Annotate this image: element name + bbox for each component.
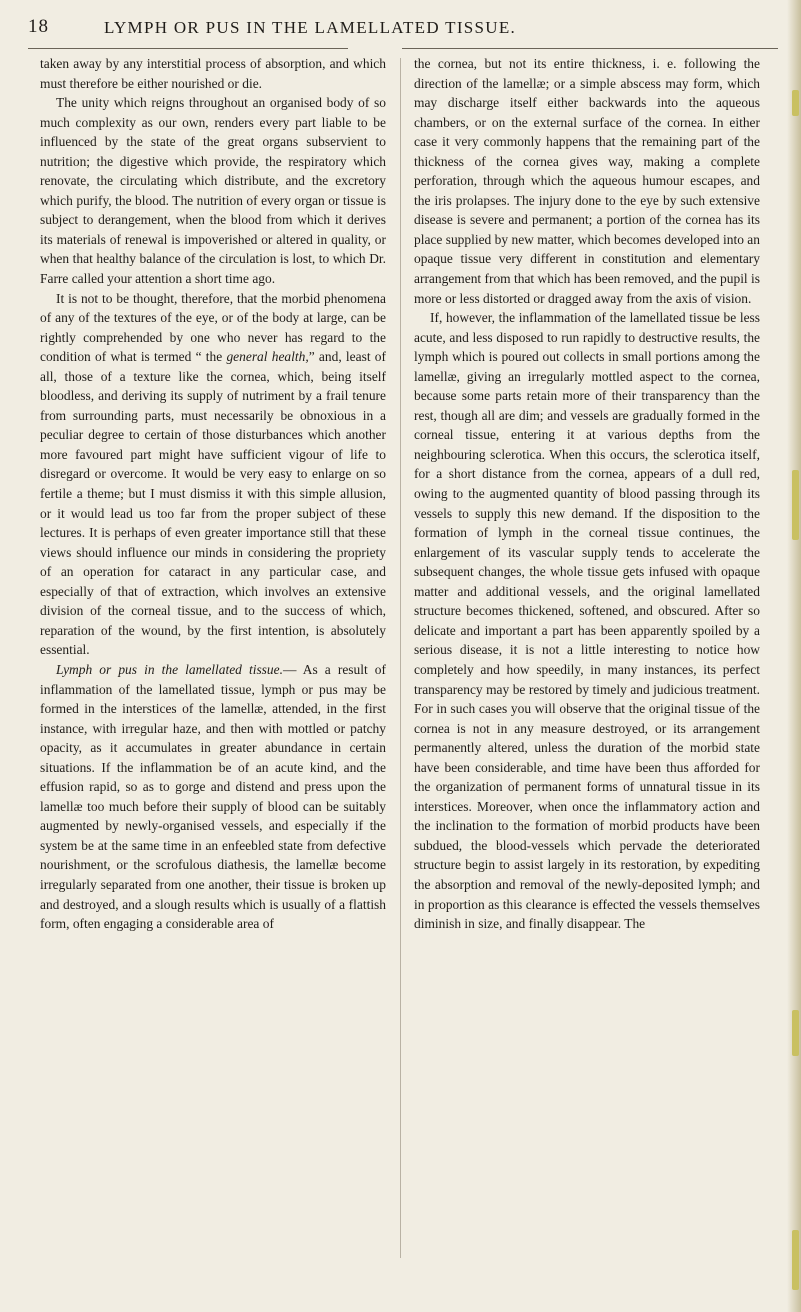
page-edge [787, 0, 801, 1312]
right-column [414, 54, 760, 934]
header-rule-left [28, 48, 348, 49]
section-heading: Lymph or pus in the lamellated tissue. [56, 661, 283, 677]
page-header [28, 16, 788, 46]
header-rule-right [402, 48, 778, 49]
running-head: LYMPH OR PUS IN THE LAMELLATED TISSUE. [104, 18, 517, 37]
paragraph: taken away by any interstitial process of absorption, and which must therefore be either nourished or die. [40, 56, 386, 91]
left-column [40, 54, 386, 934]
section-paragraph: Lymph or pus in the lamellated tissue.— As a result of inflammation of the lamellated tissue, lymph or pus may be formed in the interstices of the lamellæ, attended, in the first instance, with irregular haze, and then with mottled or patchy opacity, as it accumulates in greater abundance in certain situations. If the inflammation be of an acute kind, and the effusion rapid, so as to gorge and distend and press upon the lamellæ too much before their supply of blood can be suitably augmented by newly-organised vessels, and especially if the system be at the same time in an enfeebled state from defective nourishment, or the scrofulous diathesis, the lamellæ become irregularly separated from one another, their tissue is broken up and destroyed, and a slough results which is usually of a flattish form, often engaging a considerable area of [40, 661, 386, 932]
paragraph: the cornea, but not its entire thickness, i. e. following the direction of the lamellæ; or a simple abscess may form, which may discharge itself either backwards into the aqueous chambers, or on the external surface of the cornea. In either case it very commonly happens that the remaining part of the thickness of the cornea gives way, making a complete perforation, through which the aqueous humour escapes, and the iris prolapses. The injury done to the eye by such extensive disease is severe and permanent; a portion of the cornea has its place supplied by new matter, which becomes developed into an opaque tissue very different in constitution and elementary arrangement from that which has been removed, and the pupil is more or less distorted or dragged away from the axis of vision. [414, 56, 760, 306]
column-divider [400, 58, 401, 1258]
paragraph: It is not to be thought, therefore, that the morbid phenomena of any of the textures of the eye, or of the body at large, can be rightly comprehended by one who never has regard to the condition of what is termed “ the general health,” and, least of all, those of a texture like the cornea, which, being itself bloodless, and deriving its supply of nutriment by a frail tenure from surrounding parts, must necessarily be obnoxious in a peculiar degree to certain of those disturbances which another more favoured part might have sufficient vigour of life to disregard or overcome. It would be very easy to enlarge on so fertile a theme; but I must dismiss it with this simple allusion, or it would lead us too far from the proper subject of these lectures. It is perhaps of even greater importance still that these views should influence our minds in considering the propriety of an operation for cataract in any particular case, and especially of that of extraction, which involves an extensive division of the corneal tissue, and to the success of which, reparation of the wound, by the first intention, is absolutely essential. [40, 290, 386, 658]
page-edge-stain [792, 1230, 799, 1290]
emphasis: general health, [226, 349, 309, 365]
paragraph: If, however, the inflammation of the lamellated tissue be less acute, and less disposed to run rapidly to destructive results, the lymph which is poured out collects in small portions among the lamellæ, giving an irregularly mottled aspect to the cornea, because some parts retain more of their transparency than the rest, though all are dim; and vessels are gradually formed in the corneal tissue, entering it at various depths from the neighbouring sclerotica. When this occurs, the sclerotica itself, for a short distance from the cornea, appears of a dull red, owing to the augmented quantity of blood passing through its vessels to supply this new demand. If the disposition to the formation of lymph in the corneal tissue continues, the enlargement of its vascular supply tends to accelerate the subsequent changes, the whole tissue gets infused with opaque matter and additional vessels, and the original lamellated structure becomes thickened, softened, and obscured. After so delicate and important a part has been apparently spoiled by a serious disease, it is not a little interesting to notice how completely and how speedily, in many instances, its perfect transparency may be restored by timely and judicious treatment. For in such cases you will observe that the original tissue of the cornea is not in any measure destroyed, or its arrangement permanently altered, unless the duration of the morbid state have been considerable, and time have been thus afforded for the organization of permanent forms of unnatural tissue in its interstices. Moreover, when once the inflammatory action and the inclination to the formation of morbid products have been subdued, the blood-vessels which pervade the deteriorated structure begin to assist largely in its restoration, by expediting the absorption and removal of the newly-deposited lymph; and in proportion as this clearance is effected the vessels themselves diminish in size, and finally disappear. The [414, 310, 760, 932]
paragraph: The unity which reigns throughout an organised body of so much complexity as our own, renders every part liable to be influenced by the state of the great organs subservient to nutrition; the digestive which provide, the respiratory which renovate, the circulating which distribute, and the excretory which purify, the blood. The nutrition of every organ or tissue is subject to derangement, when the blood from which it derives its materials of renewal is impoverished or altered in quality, or when that healthy balance of the circulation is lost, to which Dr. Farre called your attention a short time ago. [40, 95, 386, 287]
page-number: 18 [28, 16, 49, 37]
page-edge-stain [792, 90, 799, 116]
page-edge-stain [792, 1010, 799, 1056]
page-edge-stain [792, 470, 799, 540]
